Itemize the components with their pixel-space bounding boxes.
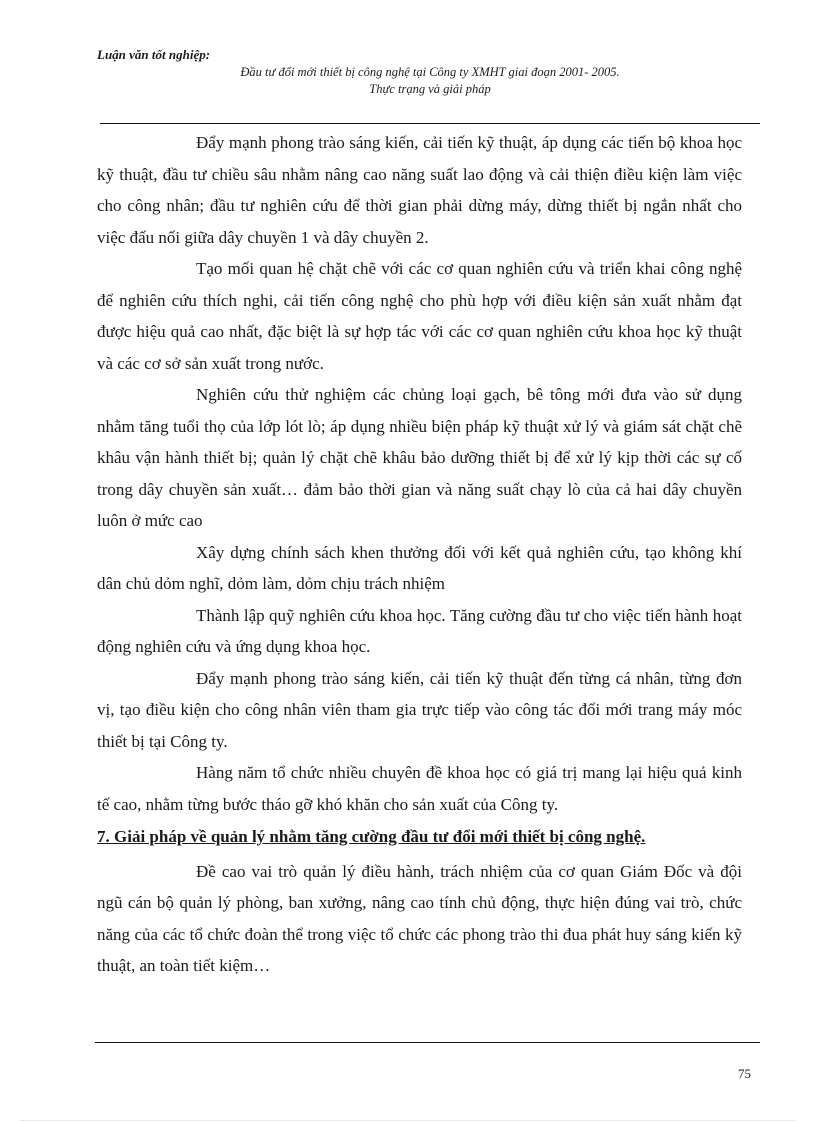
document-body — [97, 127, 742, 982]
paragraph: Hàng năm tổ chức nhiều chuyên đề khoa học có giá trị mang lại hiệu quả kinh tế cao, nhằm từng bước tháo gỡ khó khăn cho sản xuất của Công ty. — [97, 763, 742, 814]
footer-rule — [95, 1042, 760, 1043]
page-edge-divider — [20, 1120, 796, 1121]
document-header-title: Đầu tư đổi mới thiết bị công nghệ tại Công ty XMHT giai đoạn 2001- 2005. — [240, 65, 620, 79]
paragraph: Đẩy mạnh phong trào sáng kiến, cải tiến kỹ thuật đến từng cá nhân, từng đơn vị, tạo điều kiện cho công nhân viên tham gia trực tiếp vào công tác đổi mới trang máy móc thiết bị tại Công ty. — [97, 668, 742, 751]
paragraph: Đề cao vai trò quản lý điều hành, trách nhiệm của cơ quan Giám Đốc và đội ngũ cán bộ quản lý phòng, ban xưởng, nâng cao tính chủ động, thực hiện đúng vai trò, chức năng của các tổ chức đoàn thể trong việc tổ chức các phong trào thi đua phát huy sáng kiến kỹ thuật, an toàn tiết kiệm… — [97, 861, 742, 975]
document-header-label: Luận văn tốt nghiệp: — [97, 47, 211, 62]
paragraph: Nghiên cứu thử nghiệm các chủng loại gạch, bê tông mới đưa vào sử dụng nhằm tăng tuổi thọ của lớp lót lò; áp dụng nhiều biện pháp kỹ thuật xử lý và giám sát chặt chẽ khâu vận hành thiết bị; quản lý chặt chẽ khâu bảo dưỡng thiết bị để xử lý kịp thời các sự cố trong dây chuyền sản xuất… đảm bảo thời gian và năng suất chạy lò của cả hai dây chuyền luôn ở mức cao — [97, 385, 742, 530]
header-rule — [100, 123, 760, 124]
section-heading: 7. Giải pháp về quản lý nhằm tăng cường đầu tư đổi mới thiết bị công nghệ. — [97, 827, 646, 846]
paragraph: Thành lập quỹ nghiên cứu khoa học. Tăng cường đầu tư cho việc tiến hành hoạt động nghiên cứu và ứng dụng khoa học. — [97, 605, 742, 656]
paragraph: Tạo mối quan hệ chặt chẽ với các cơ quan nghiên cứu và triển khai công nghệ để nghiên cứu thích nghi, cải tiến công nghệ cho phù hợp với điều kiện sản xuất nhằm đạt được hiệu quả cao nhất, đặc biệt là sự hợp tác với các cơ quan nghiên cứu khoa học kỹ thuật và các cơ sở sản xuất trong nước. — [97, 259, 742, 373]
page-number: 75 — [738, 1066, 751, 1081]
paragraph: Xây dựng chính sách khen thưởng đối với kết quả nghiên cứu, tạo không khí dân chủ dỏm nghĩ, dỏm làm, dỏm chịu trách nhiệm — [97, 542, 742, 593]
document-header-subtitle: Thực trạng và giải pháp — [369, 82, 491, 96]
paragraph: Đẩy mạnh phong trào sáng kiến, cải tiến kỹ thuật, áp dụng các tiến bộ khoa học kỹ thuật, đầu tư chiều sâu nhằm nâng cao năng suất lao động và cải thiện điều kiện làm việc cho công nhân; đầu tư nghiên cứu để thời gian phải dừng máy, dừng thiết bị ngắn nhất cho việc đấu nối giữa dây chuyền 1 và dây chuyền 2. — [97, 133, 742, 247]
